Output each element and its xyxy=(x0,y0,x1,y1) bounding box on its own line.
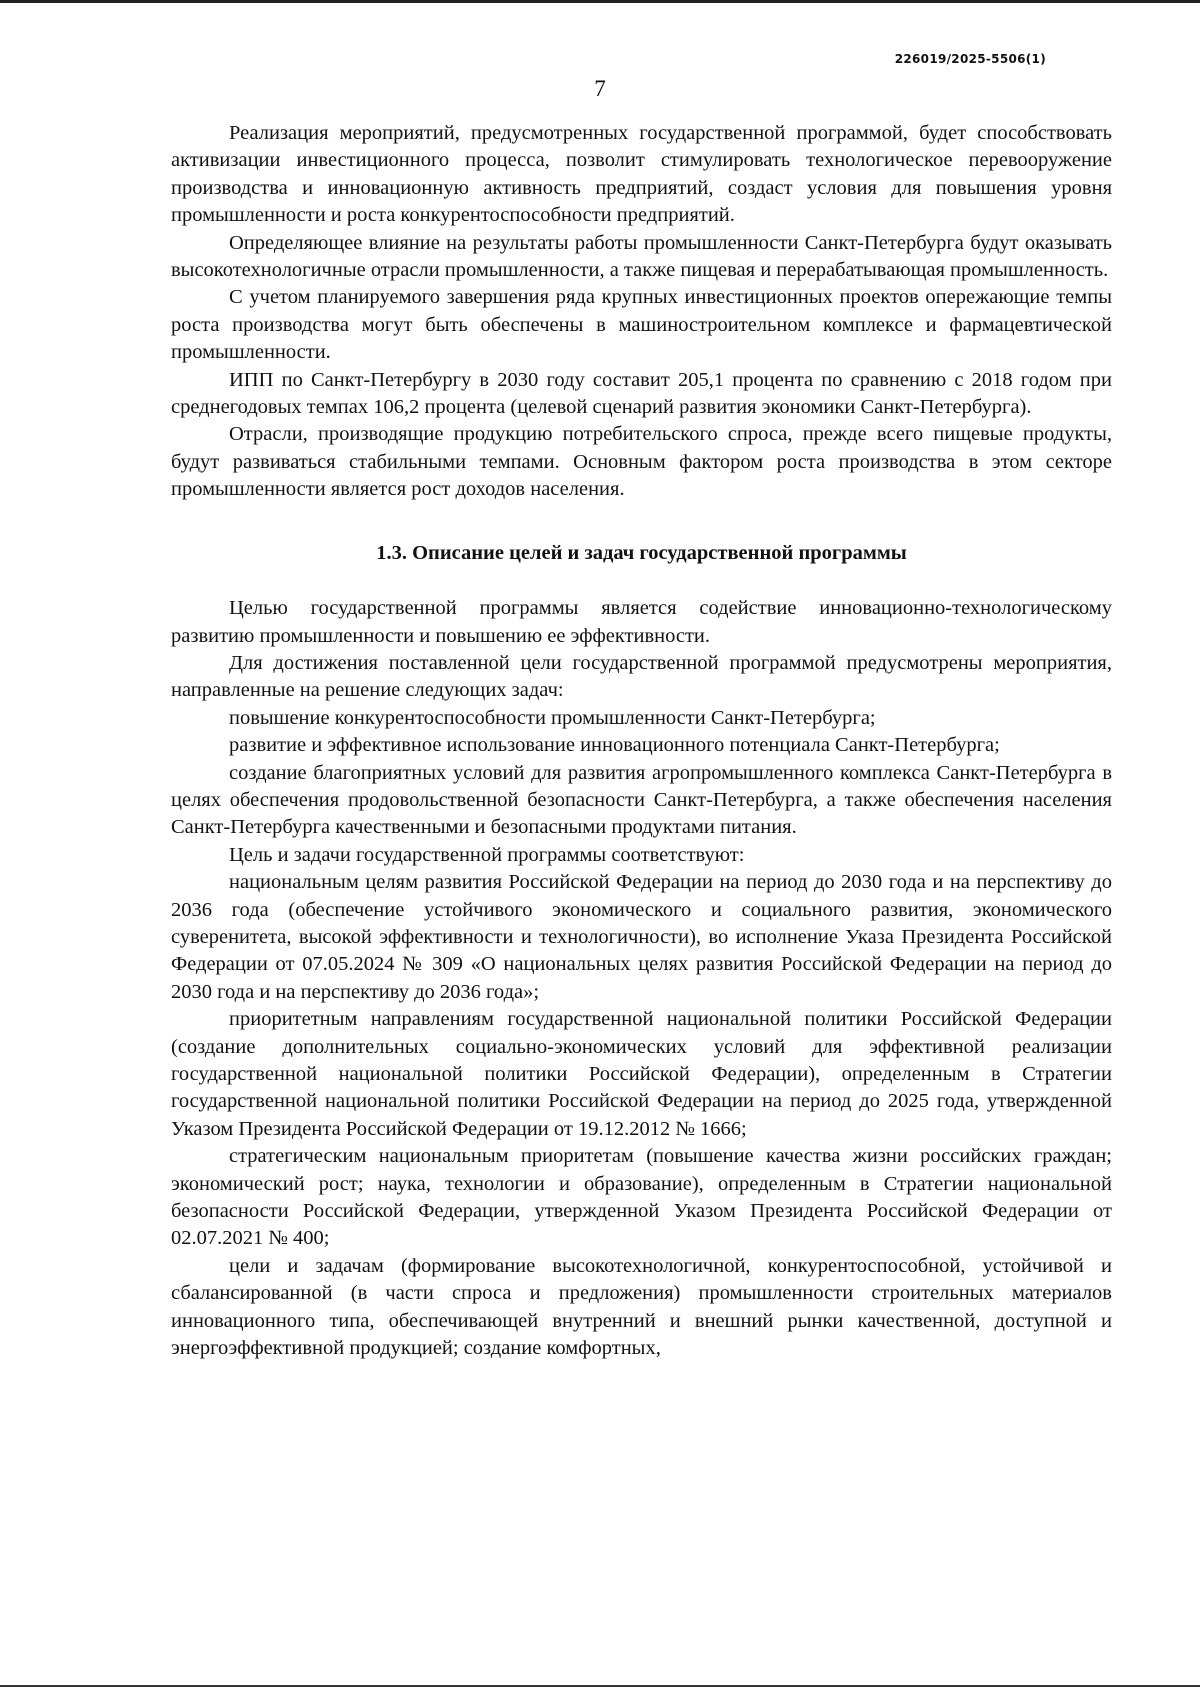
paragraph: Для достижения поставленной цели государственной программой предусмотрены мероприятия, направленные на решение следующих задач: xyxy=(171,651,1112,702)
list-item: создание благоприятных условий для развития агропромышленного комплекса Санкт-Петербурга в целях обеспечения продовольственной безопасности Санкт-Петербурга, а также обеспечения населения Санкт-Петербурга качественными и безопасными продуктами питания. xyxy=(171,761,1112,839)
list-item: развитие и эффективное использование инновационного потенциала Санкт-Петербурга; xyxy=(229,734,1000,757)
list-item: повышение конкурентоспособности промышленности Санкт-Петербурга; xyxy=(229,706,876,729)
paragraph: Определяющее влияние на результаты работы промышленности Санкт-Петербурга будут оказывать высокотехнологичные отрасли промышленности, а также пищевая и перерабатывающая промышленность. xyxy=(171,231,1112,282)
paragraph: Отрасли, производящие продукцию потребительского спроса, прежде всего пищевые продукты, будут развиваться стабильными темпами. Основным фактором роста производства в этом секторе промышленности является рост доходов населения. xyxy=(171,423,1112,501)
document-body xyxy=(171,120,1112,1362)
list-item: приоритетным направлениям государственной национальной политики Российской Федерации (создание дополнительных социально-экономических условий для эффективной реализации государственной национальной политики Российской Федерации), определенным в Стратегии государственной национальной политики Российской Федерации на период до 2025 года, утвержденной Указом Президента Российской Федерации от 19.12.2012 № 1666; xyxy=(171,1008,1112,1140)
paragraph: Целью государственной программы является содействие инновационно-технологическому развитию промышленности и повышению ее эффективности. xyxy=(171,597,1112,647)
list-item: цели и задачам (формирование высокотехнологичной, конкурентоспособной, устойчивой и сбалансированной (в части спроса и предложения) промышленности строительных материалов инновационного типа, обеспечивающей внутренний и внешний рынки качественной, доступной и энергоэффективной продукцией; создание комфортных, xyxy=(171,1254,1112,1360)
list-item: стратегическим национальным приоритетам (повышение качества жизни российских граждан; экономический рост; наука, технологии и образование), определенным в Стратегии национальной безопасности Российской Федерации, утвержденной Указом Президента Российской Федерации от 02.07.2021 № 400; xyxy=(171,1145,1112,1250)
paragraph: С учетом планируемого завершения ряда крупных инвестиционных проектов опережающие темпы роста производства могут быть обеспечены в машиностроительном комплексе и фармацевтической промышленности. xyxy=(171,286,1112,364)
list-item: национальным целям развития Российской Федерации на период до 2030 года и на перспективу до 2036 года (обеспечение устойчивого экономического и социального развития, экономического суверенитета, высокой эффективности и технологичности), во исполнение Указа Президента Российской Федерации от 07.05.2024 № 309 «О национальных целях развития Российской Федерации на период до 2030 года и на перспективу до 2036 года»; xyxy=(171,871,1112,1003)
section-heading: 1.3. Описание целей и задач государственной программы xyxy=(376,541,907,564)
page-number: 7 xyxy=(594,76,606,101)
paragraph: Цель и задачи государственной программы соответствуют: xyxy=(229,843,745,866)
paragraph: Реализация мероприятий, предусмотренных государственной программой, будет способствовать активизации инвестиционного процесса, позволит стимулировать технологическое перевооружение производства и инновационную активность предприятий, создаст условия для повышения уровня промышленности и роста конкурентоспособности предприятий. xyxy=(171,122,1112,227)
document-id: 226019/2025-5506(1) xyxy=(894,52,1046,66)
scan-edge-top xyxy=(0,0,1200,3)
paragraph: ИПП по Санкт-Петербургу в 2030 году составит 205,1 процента по сравнению с 2018 годом при среднегодовых темпах 106,2 процента (целевой сценарий развития экономики Санкт-Петербурга). xyxy=(171,368,1112,419)
